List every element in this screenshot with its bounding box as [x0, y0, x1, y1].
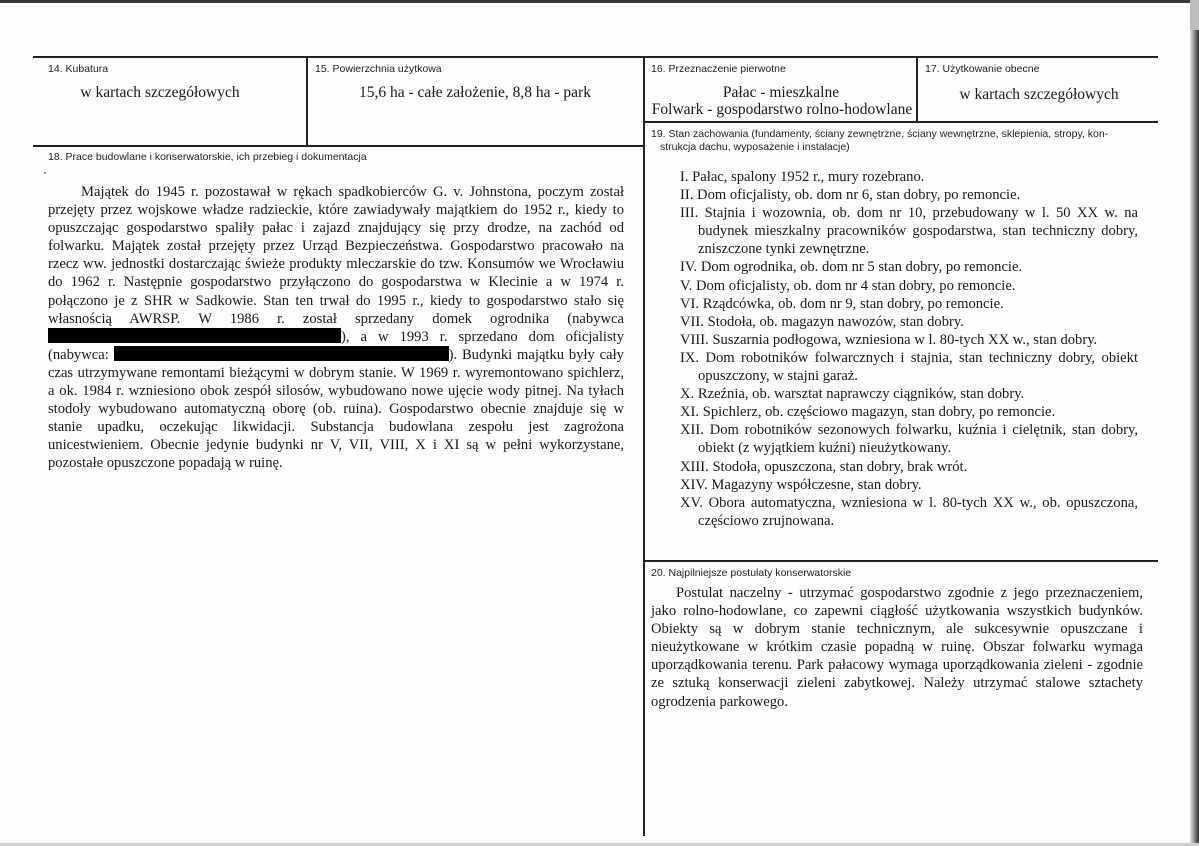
list-item: XV. Obora automatyczna, wzniesiona w l. 80-tych XX w., ob. opuszczona, częściowo zrujnowana.: [680, 494, 1138, 529]
rule-under-16-17: [643, 121, 1158, 123]
field-18-label: 18. Prace budowlane i konserwatorskie, ich przebieg i dokumentacja: [48, 151, 367, 163]
list-item: VI. Rządcówka, ob. dom nr 9, stan dobry, po remoncie.: [680, 295, 1004, 312]
field-19-label: [651, 128, 1151, 154]
scan-speck: [44, 172, 46, 174]
field-18-text-part1: Majątek do 1945 r. pozostawał w rękach spadkobierców G. v. Johnstona, poczym został przejęty przez wojskowe władze radzieckie, które zawiadywały majątkiem do 1952 r., kiedy to opuszczając gospodarstwo spaliły pałac i zajazd znajdujący się przy drodze, na zachód od folwarku. Majątek został przejęty przez Urząd Bezpieczeństwa. Gospodarstwo pracowało na rzecz ww. jednostki dostarczając świeże produkty mleczarskie do tzw. Konsumów we Wrocławiu do 1962 r. Następnie gospodarstwo przyłączono do gospodarstwa w Klecinie a w 1974 r. połączono je z SHR w Sadkowie. Stan ten trwał do 1995 r., kiedy to gospodarstwo stało się własnością AWRSP. W 1986 r. został sprzedany domek ogrodnika (nabywca: [48, 184, 624, 327]
list-item: IX. Dom robotników folwarcznych i stajnia, stan techniczny dobry, obiekt opuszczony, w stajni garaż.: [680, 349, 1138, 385]
scan-edge-top: [0, 0, 1199, 3]
field-20-paragraph: Postulat naczelny - utrzymać gospodarstwo zgodnie z jego przeznaczeniem, jako rolno-hodowlane, co zapewni ciągłość użytkowania wszystkich budynków. Obiekty są w dobrym stanie technicznym, ale sukcesywnie opuszczane i nieużytkowane w krótkim czasie popadną w ruinę. Obszar folwarku wymaga uporządkowania terenu. Park pałacowy wymaga uporządkowania zieleni - zgodnie ze sztuką konserwacji zieleni zabytkowej. Należy utrzymać stalowe sztachety ogrodzenia parkowego.: [651, 585, 1143, 710]
field-18-text-part3: ). Budynki majątku były cały czas utrzymywane remontami bieżącymi w dobrym stanie. W 1969 r. wyremontowano spichlerz, a ok. 1984 r. wzniesiono obok zespół silosów, wybudowano nowe ujęcie wody pitnej. Na tyłach stodoły wybudowano automatyczną oborę (ob. ruina). Gospodarstwo obecnie znajduje się w stanie upadku, oczekując likwidacji. Substancja budowlana zespołu jest zagrożona unicestwieniem. Obecnie jedynie budynki nr V, VII, VIII, X i XI są w pełni wykorzystane, pozostałe opuszczone popadają w ruinę.: [48, 346, 624, 472]
list-item: I. Pałac, spalony 1952 r., mury rozebrano.: [680, 169, 925, 185]
field-19-list: [680, 168, 1138, 530]
list-item: XII. Dom robotników sezonowych folwarku, kuźnia i cielętnik, stan dobry, obiekt (z wyjątkiem kuźni) nieużytkowany.: [680, 422, 1138, 457]
field-15-label: 15. Powierzchnia użytkowa: [315, 63, 442, 75]
field-17-value: w kartach szczegółowych: [959, 86, 1119, 103]
field-14-value: w kartach szczegółowych: [80, 84, 240, 101]
list-item: III. Stajnia i wozownia, ob. dom nr 10, przebudowany w l. 50 XX w. na budynek mieszkalny pracowników gospodarstwa, stan techniczny dobry, zniszczone tynki zewnętrzne.: [680, 205, 1138, 258]
redaction-bar-1: [48, 328, 341, 343]
rule-main-divider: [643, 56, 645, 836]
list-item: VII. Stodoła, ob. magazyn nawozów, stan dobry.: [680, 313, 964, 330]
field-19-label-line2: strukcja dachu, wyposażenie i instalacje): [660, 141, 850, 153]
field-17-label: 17. Użytkowanie obecne: [925, 63, 1040, 75]
rule-top: [33, 56, 1158, 58]
rule-divider-14-15: [306, 56, 308, 146]
scan-edge-right-top: [1190, 0, 1199, 30]
list-item: V. Dom oficjalisty, ob. dom nr 4 stan dobry, po remoncie.: [680, 277, 1016, 294]
rule-under-14-15: [33, 145, 645, 147]
list-item: IV. Dom ogrodnika, ob. dom nr 5 stan dobry, po remoncie.: [680, 259, 1023, 276]
list-item: XI. Spichlerz, ob. częściowo magazyn, stan dobry, po remoncie.: [680, 404, 1056, 421]
field-20-text: [651, 584, 1143, 711]
field-15-value: 15,6 ha - całe założenie, 8,8 ha - park: [359, 84, 591, 101]
field-19-label-line1: 19. Stan zachowania (fundamenty, ściany zewnętrzne, ściany wewnętrzne, sklepienia, stropy, kon-: [651, 128, 1109, 140]
field-16-value-line2: Folwark - gospodarstwo rolno-hodowlane: [651, 101, 913, 118]
list-item: VIII. Suszarnia podłogowa, wzniesiona w l. 80-tych XX w., stan dobry.: [680, 331, 1098, 348]
field-16-label: 16. Przeznaczenie pierwotne: [651, 63, 786, 75]
redaction-bar-2: [114, 346, 449, 361]
list-item: XIII. Stodoła, opuszczona, stan dobry, brak wrót.: [680, 458, 968, 475]
field-16-value-line1: Pałac - mieszkalne: [722, 84, 840, 101]
field-14-label: 14. Kubatura: [48, 63, 109, 75]
list-item: XIV. Magazyny współczesne, stan dobry.: [680, 476, 922, 493]
field-20-label: 20. Najpilniejsze postulaty konserwatorskie: [651, 567, 852, 579]
scan-edge-right: [1190, 30, 1199, 846]
list-item: X. Rzeźnia, ob. warsztat naprawczy ciągników, stan dobry.: [680, 386, 1025, 403]
rule-under-19: [643, 560, 1158, 562]
field-18-text-part2: ), a w 1993 r. sprzedano dom oficjalisty (nabywca:: [48, 328, 624, 363]
list-item: II. Dom oficjalisty, ob. dom nr 6, stan dobry, po remoncie.: [680, 187, 1021, 204]
field-18-text: [48, 183, 624, 473]
